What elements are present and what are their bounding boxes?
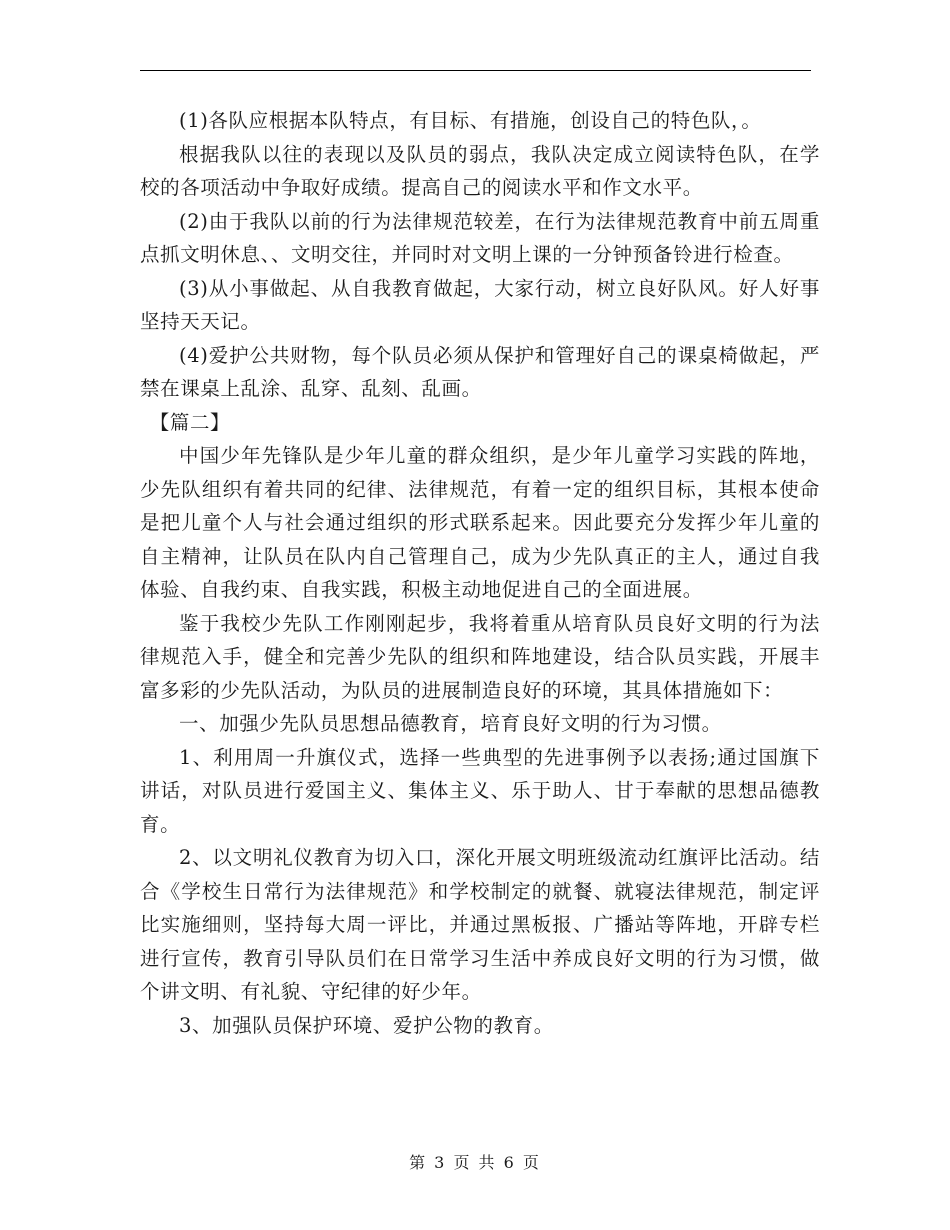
document-body	[140, 104, 820, 1042]
paragraph-point-1-3: 3、加强队员保护环境、爱护公物的教育。	[179, 1013, 554, 1037]
paragraph-item-3: (3)从小事做起、从自我教育做起，大家行动，树立良好队风。好人好事坚持天天记。	[140, 276, 820, 333]
page-number: 第 3 页 共 6 页	[409, 1153, 541, 1172]
paragraph-measures: 鉴于我校少先队工作刚刚起步，我将着重从培育队员良好文明的行为法律规范入手，健全和完善少先队的组织和阵地建设，结合队员实践，开展丰富多彩的少先队活动，为队员的进展制造良好的环境，其具体措施如下：	[140, 611, 820, 702]
paragraph-point-1-1: 1、利用周一升旗仪式，选择一些典型的先进事例予以表扬;通过国旗下讲话，对队员进行爱国主义、集体主义、乐于助人、甘于奉献的思想品德教育。	[140, 745, 820, 836]
paragraph-reading-team: 根据我队以往的表现以及队员的弱点，我队决定成立阅读特色队，在学校的各项活动中争取好成绩。提高自己的阅读水平和作文水平。	[140, 142, 820, 199]
paragraph-item-2: (2)由于我队以前的行为法律规范较差，在行为法律规范教育中前五周重点抓文明休息、、文明交往，并同时对文明上课的一分钟预备铃进行检查。	[140, 209, 820, 266]
section-heading: 【篇二】	[149, 410, 231, 434]
paragraph-point-1-2: 2、以文明礼仪教育为切入口，深化开展文明班级流动红旗评比活动。结合《学校生日常行为法律规范》和学校制定的就餐、就寝法律规范，制定评比实施细则，坚持每大周一评比，并通过黑板报、广播站等阵地，开辟专栏进行宣传，教育引导队员们在日常学习生活中养成良好文明的行为习惯，做个讲文明、有礼貌、守纪律的好少年。	[140, 846, 820, 1003]
header-rule	[140, 70, 811, 71]
paragraph-point-one: 一、加强少先队员思想品德教育，培育良好文明的行为习惯。	[179, 712, 722, 735]
paragraph-item-4: (4)爱护公共财物，每个队员必须从保护和管理好自己的课桌椅做起，严禁在课桌上乱涂、乱穿、乱刻、乱画。	[140, 343, 820, 400]
paragraph-item-1: (1)各队应根据本队特点，有目标、有措施，创设自己的特色队，。	[179, 109, 762, 132]
paragraph-intro: 中国少年先锋队是少年儿童的群众组织，是少年儿童学习实践的阵地，少先队组织有着共同的纪律、法律规范，有着一定的组织目标，其根本使命是把儿童个人与社会通过组织的形式联系起来。因此要充分发挥少年儿童的自主精神，让队员在队内自己管理自己，成为少先队真正的主人，通过自我体验、自我约束、自我实践，积极主动地促进自己的全面进展。	[140, 444, 820, 601]
